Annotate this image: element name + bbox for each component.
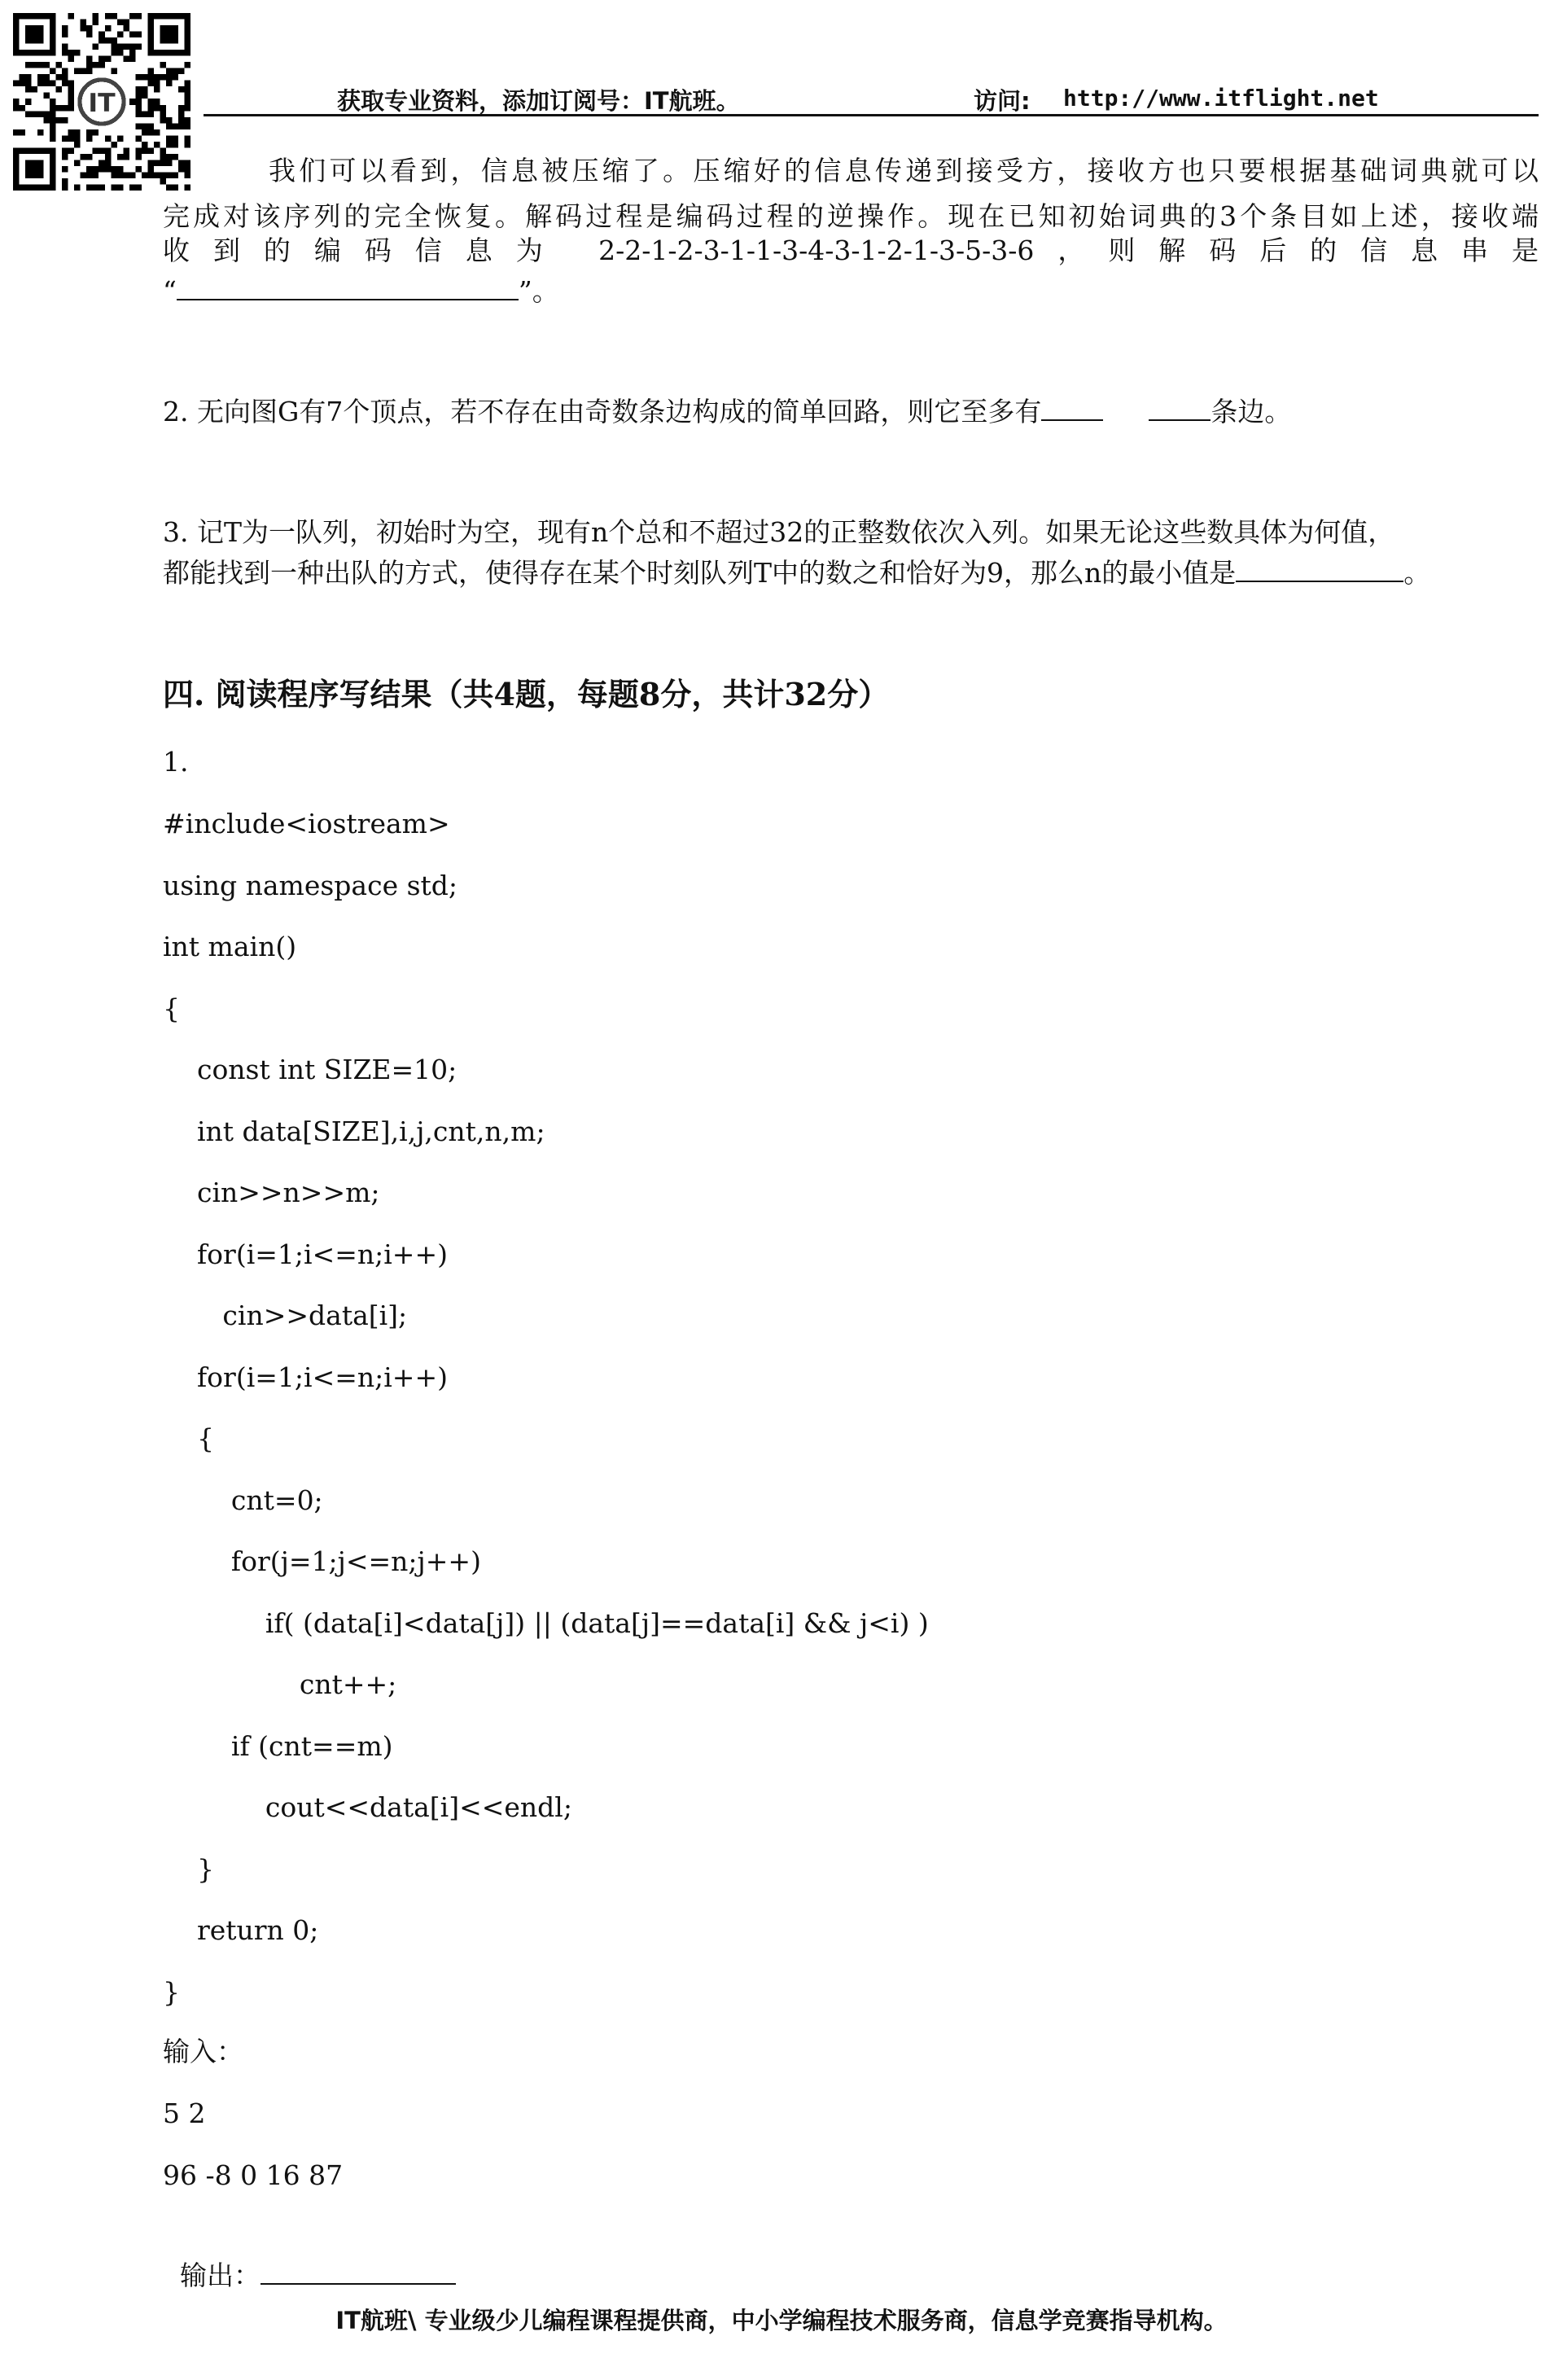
code-line: for(j=1;j<=n;j++): [163, 1545, 481, 1577]
question-3-line-2: [163, 550, 1539, 596]
code-line: if( (data[i]<data[j]) || (data[j]==data[i] && j<i) ): [163, 1606, 929, 1639]
code-line: for(i=1;i<=n;i++): [163, 1361, 448, 1393]
output-label: 输出：: [179, 2259, 260, 2291]
answer-blank-output[interactable]: [260, 2255, 456, 2285]
input-line-1: 5 2: [163, 2097, 206, 2129]
question-2-suffix: 条边。: [1211, 396, 1292, 427]
code-line: cin>>data[i];: [163, 1300, 408, 1331]
header-visit-label: 访问:: [974, 87, 1031, 115]
intro-line-4: [163, 269, 1539, 314]
code-line: if (cnt==m): [163, 1729, 393, 1762]
answer-blank-decoded[interactable]: [177, 271, 519, 300]
answer-blank-q2-a[interactable]: [1041, 392, 1103, 421]
input-label: 输入：: [163, 2036, 243, 2067]
question-3-end: 。: [1403, 557, 1431, 589]
code-line: cout<<data[i]<<endl;: [163, 1791, 572, 1823]
program-1-number: 1.: [163, 746, 189, 778]
code-line: cin>>n>>m;: [163, 1177, 380, 1208]
answer-blank-q2-b[interactable]: [1149, 392, 1211, 421]
open-quote: “: [163, 275, 177, 307]
code-line: {: [163, 1422, 214, 1454]
section-4-title: 四. 阅读程序写结果（共4题，每题8分，共计32分）: [163, 676, 890, 712]
code-line: cnt++;: [163, 1668, 397, 1700]
code-line: {: [163, 992, 180, 1024]
intro-line-3: 收到的编码信息为 2-2-1-2-3-1-1-3-4-3-1-2-1-3-5-3-6，则解码后的信息串是: [163, 234, 1539, 266]
footer-text: IT航班\ 专业级少儿编程课程提供商，中小学编程技术服务商，信息学竞赛指导机构。: [335, 2307, 1228, 2334]
qr-logo-mark: IT: [88, 89, 116, 119]
answer-blank-q3[interactable]: [1236, 553, 1403, 582]
header-text: 获取专业资料，添加订阅号：IT航班。: [337, 87, 740, 115]
header-divider: [204, 114, 1539, 116]
code-line: using namespace std;: [163, 869, 458, 901]
close-quote: ”。: [518, 275, 559, 307]
output-line: [163, 2220, 456, 2291]
code-line: return 0;: [163, 1914, 319, 1946]
intro-line-2: 完成对该序列的完全恢复。解码过程是编码过程的逆操作。现在已知初始词典的3个条目如上述，接收端: [163, 200, 1539, 232]
intro-line-1: 我们可以看到，信息被压缩了。压缩好的信息传递到接受方，接收方也只要根据基础词典就可以: [269, 155, 1539, 186]
header-url[interactable]: http://www.itflight.net: [1063, 85, 1379, 112]
code-line: }: [163, 1975, 180, 2008]
code-line: const int SIZE=10;: [163, 1054, 458, 1085]
code-line: int main(): [163, 931, 297, 962]
question-2-text: 2. 无向图G有7个顶点，若不存在由奇数条边构成的简单回路，则它至多有: [163, 396, 1042, 427]
code-line: }: [163, 1852, 214, 1885]
code-line: int data[SIZE],i,j,cnt,n,m;: [163, 1115, 545, 1147]
input-line-2: 96 -8 0 16 87: [163, 2159, 344, 2191]
question-3-text: 都能找到一种出队的方式，使得存在某个时刻队列T中的数之和恰好为9，那么n的最小值是: [163, 557, 1237, 589]
question-2: [163, 389, 1539, 435]
code-line: cnt=0;: [163, 1484, 323, 1516]
code-line: for(i=1;i<=n;i++): [163, 1238, 448, 1270]
question-3-line-1: 3. 记T为一队列，初始时为空，现有n个总和不超过32的正整数依次入列。如果无论这些数具体为何值，: [163, 516, 1395, 548]
code-line: #include<iostream>: [163, 808, 450, 839]
